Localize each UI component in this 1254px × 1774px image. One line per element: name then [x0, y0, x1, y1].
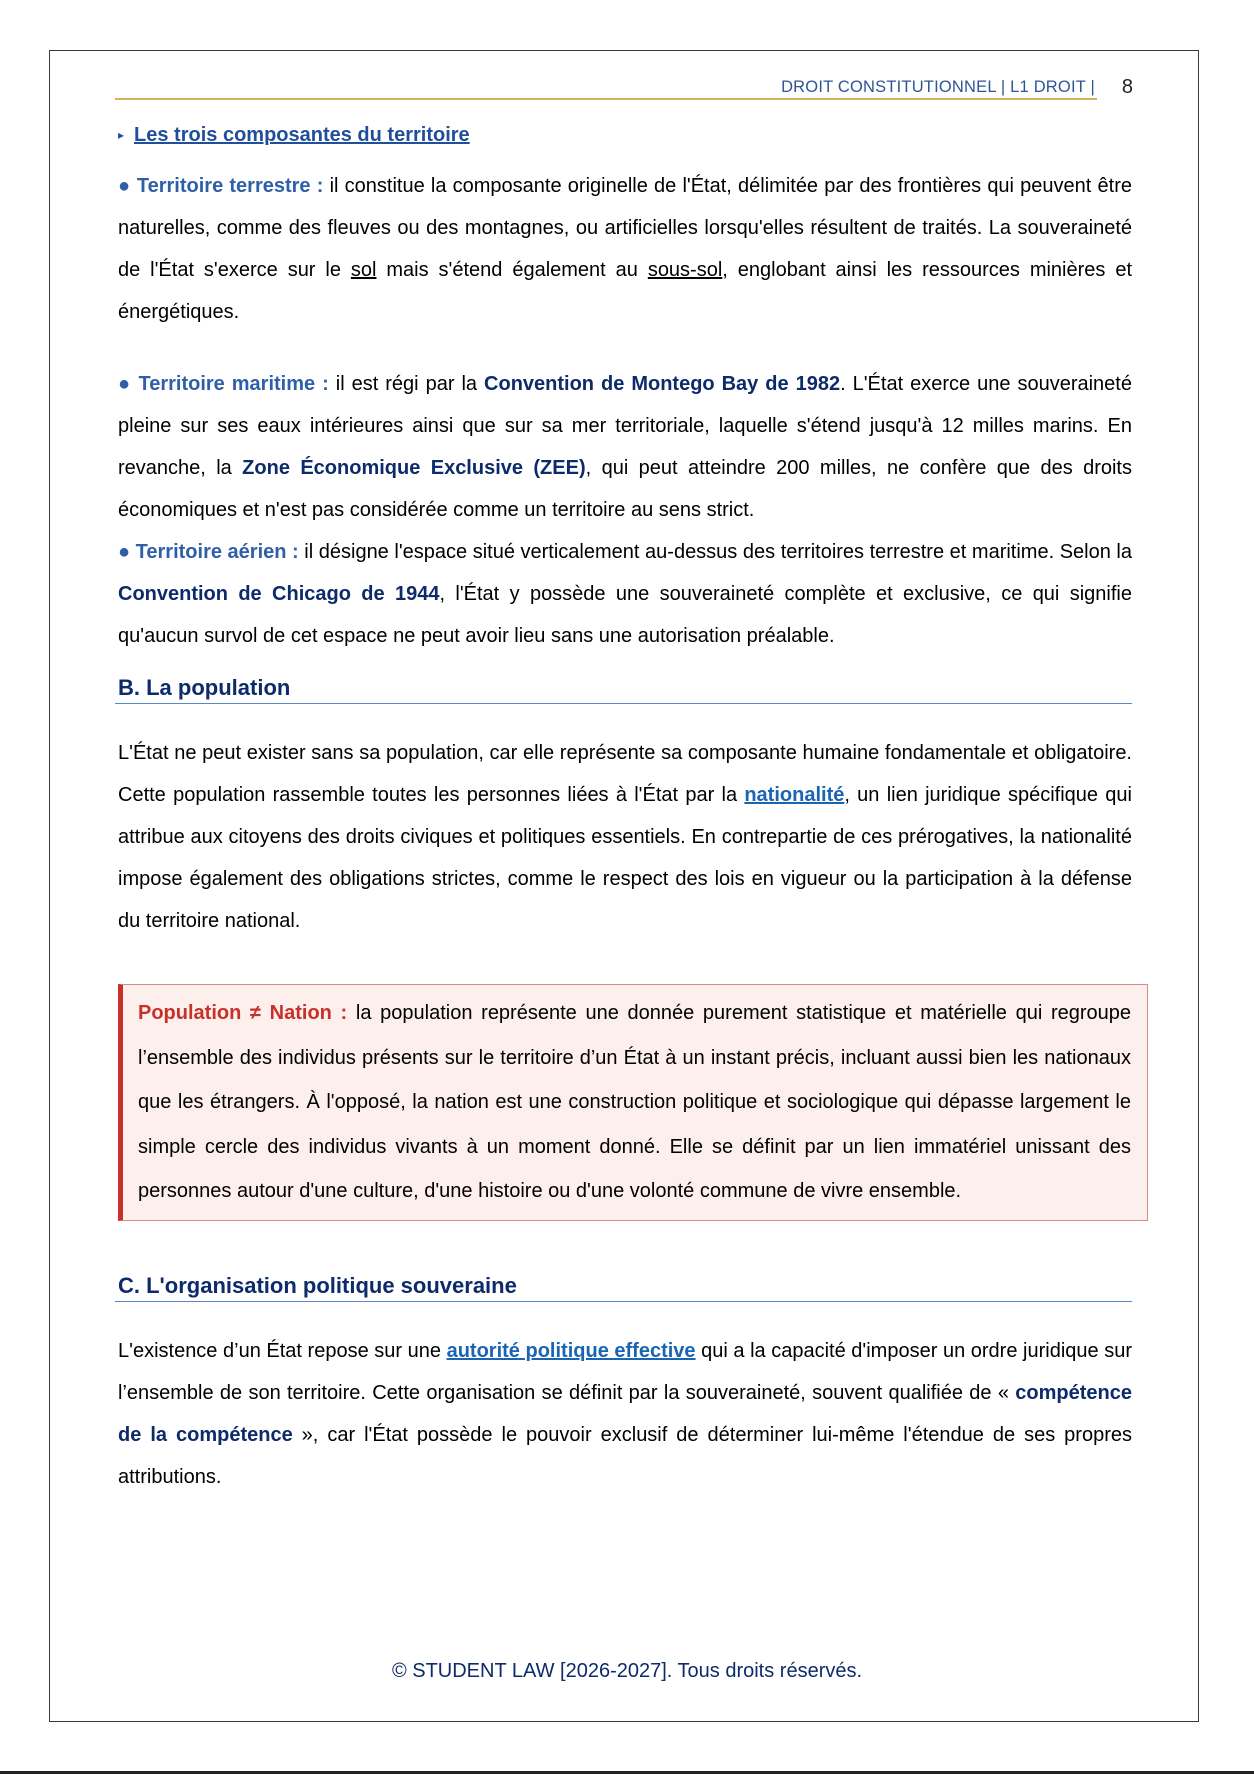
text-run: mais s'étend également au [376, 259, 648, 281]
term-sous-sol: sous-sol [647, 259, 723, 281]
note-box-population-nation [118, 984, 1148, 1221]
text-run: L'existence d’un État repose sur une [118, 1339, 447, 1362]
link-nationalite[interactable]: nationalité [744, 784, 845, 806]
note-label: Population ≠ Nation : [138, 1002, 348, 1024]
header-rule [115, 98, 1097, 100]
convention-montego-bay: Convention de Montego Bay de 1982 [484, 373, 841, 395]
bullet-label-terrestre: ● Territoire terrestre : [118, 175, 324, 197]
page-header [115, 74, 1137, 104]
running-title: DROIT CONSTITUTIONNEL | L1 DROIT | [781, 78, 1095, 96]
triangle-bullet-icon: ▸ [118, 128, 125, 142]
text-run: L'État ne peut exister sans sa population, car elle représente sa composante humaine fondamentale et obligatoire. Cette population rassemble toutes les personnes liées à l'État par la [118, 742, 1132, 806]
text-run: , englobant ainsi les ressources minières et énergétiques. [118, 259, 1132, 323]
subheading-text: Les trois composantes du territoire [134, 124, 470, 146]
paragraph-territoire-aerien [118, 531, 1132, 657]
term-competence: compétence de la compétence [118, 1381, 1132, 1446]
text-run: », car l'État possède le pouvoir exclusif de déterminer lui-même l'étendue de ses propres attributions. [118, 1423, 1132, 1488]
text-run: . L'État exerce une souveraineté pleine sur ses eaux intérieures ainsi que sur sa mer territoriale, laquelle s'étend jusqu'à 12 milles marins. En revanche, la [118, 373, 1132, 479]
bullet-label-maritime: ● Territoire maritime : [118, 373, 329, 395]
paragraph-population [118, 732, 1132, 942]
bullet-label-aerien: ● Territoire aérien : [118, 541, 299, 563]
note-paragraph [138, 991, 1131, 1214]
text-run: il constitue la composante originelle de l'État, délimitée par des frontières qui peuvent être naturelles, comme des fleuves ou des montagnes, ou artificielles lorsqu'elles résultent de traités. La souveraineté de l'État s'exerce sur le [118, 175, 1133, 281]
paragraph-territoire-maritime [118, 363, 1132, 531]
term-sol: sol [350, 259, 377, 281]
text-run: , qui peut atteindre 200 milles, ne confère que des droits économiques et n'est pas considérée comme un territoire au sens strict. [118, 457, 1132, 521]
section-b-heading: B. La population [115, 675, 1132, 704]
text-run: qui a la capacité d'imposer un ordre juridique sur l’ensemble de son territoire. Cette organisation se définit par la souveraineté, souvent qualifiée de « [118, 1339, 1132, 1404]
note-text: la population représente une donnée purement statistique et matérielle qui regroupe l’ensemble des individus présents sur le territoire d’un État à un instant précis, incluant aussi bien les nationaux que les étrangers. À l'opposé, la nation est une construction politique et sociologique qui dépasse largement le simple cercle des individus vivants à un moment donné. Elle se définit par un lien immatériel unissant des personnes autour d'une culture, d'une histoire ou d'une volonté commune de vivre ensemble. [138, 1002, 1132, 1202]
page-number: 8 [1121, 76, 1133, 98]
text-run: , un lien juridique spécifique qui attribue aux citoyens des droits civiques et politiques essentiels. En contrepartie de ces prérogatives, la nationalité impose également des obligations strictes, comme le respect des lois en vigueur ou la participation à la défense du territoire national. [118, 784, 1132, 932]
paragraph-organisation [118, 1330, 1132, 1498]
text-run: , l'État y possède une souveraineté complète et exclusive, ce qui signifie qu'aucun survol de cet espace ne peut avoir lieu sans une autorisation préalable. [118, 583, 1132, 647]
footer-copyright: © STUDENT LAW [2026-2027]. Tous droits réservés. [391, 1660, 863, 1682]
link-autorite-politique[interactable]: autorité politique effective [446, 1339, 696, 1362]
paragraph-territoire-terrestre [118, 165, 1132, 333]
text-run: il désigne l'espace situé verticalement au-dessus des territoires terrestre et maritime. Selon la [298, 541, 1132, 563]
convention-chicago: Convention de Chicago de 1944 [118, 583, 440, 605]
page-content [118, 120, 1132, 1498]
term-zee: Zone Économique Exclusive (ZEE) [242, 457, 586, 479]
section-c-heading: C. L'organisation politique souveraine [115, 1273, 1132, 1302]
subheading [118, 124, 1132, 147]
text-run: il est régi par la [328, 373, 485, 395]
